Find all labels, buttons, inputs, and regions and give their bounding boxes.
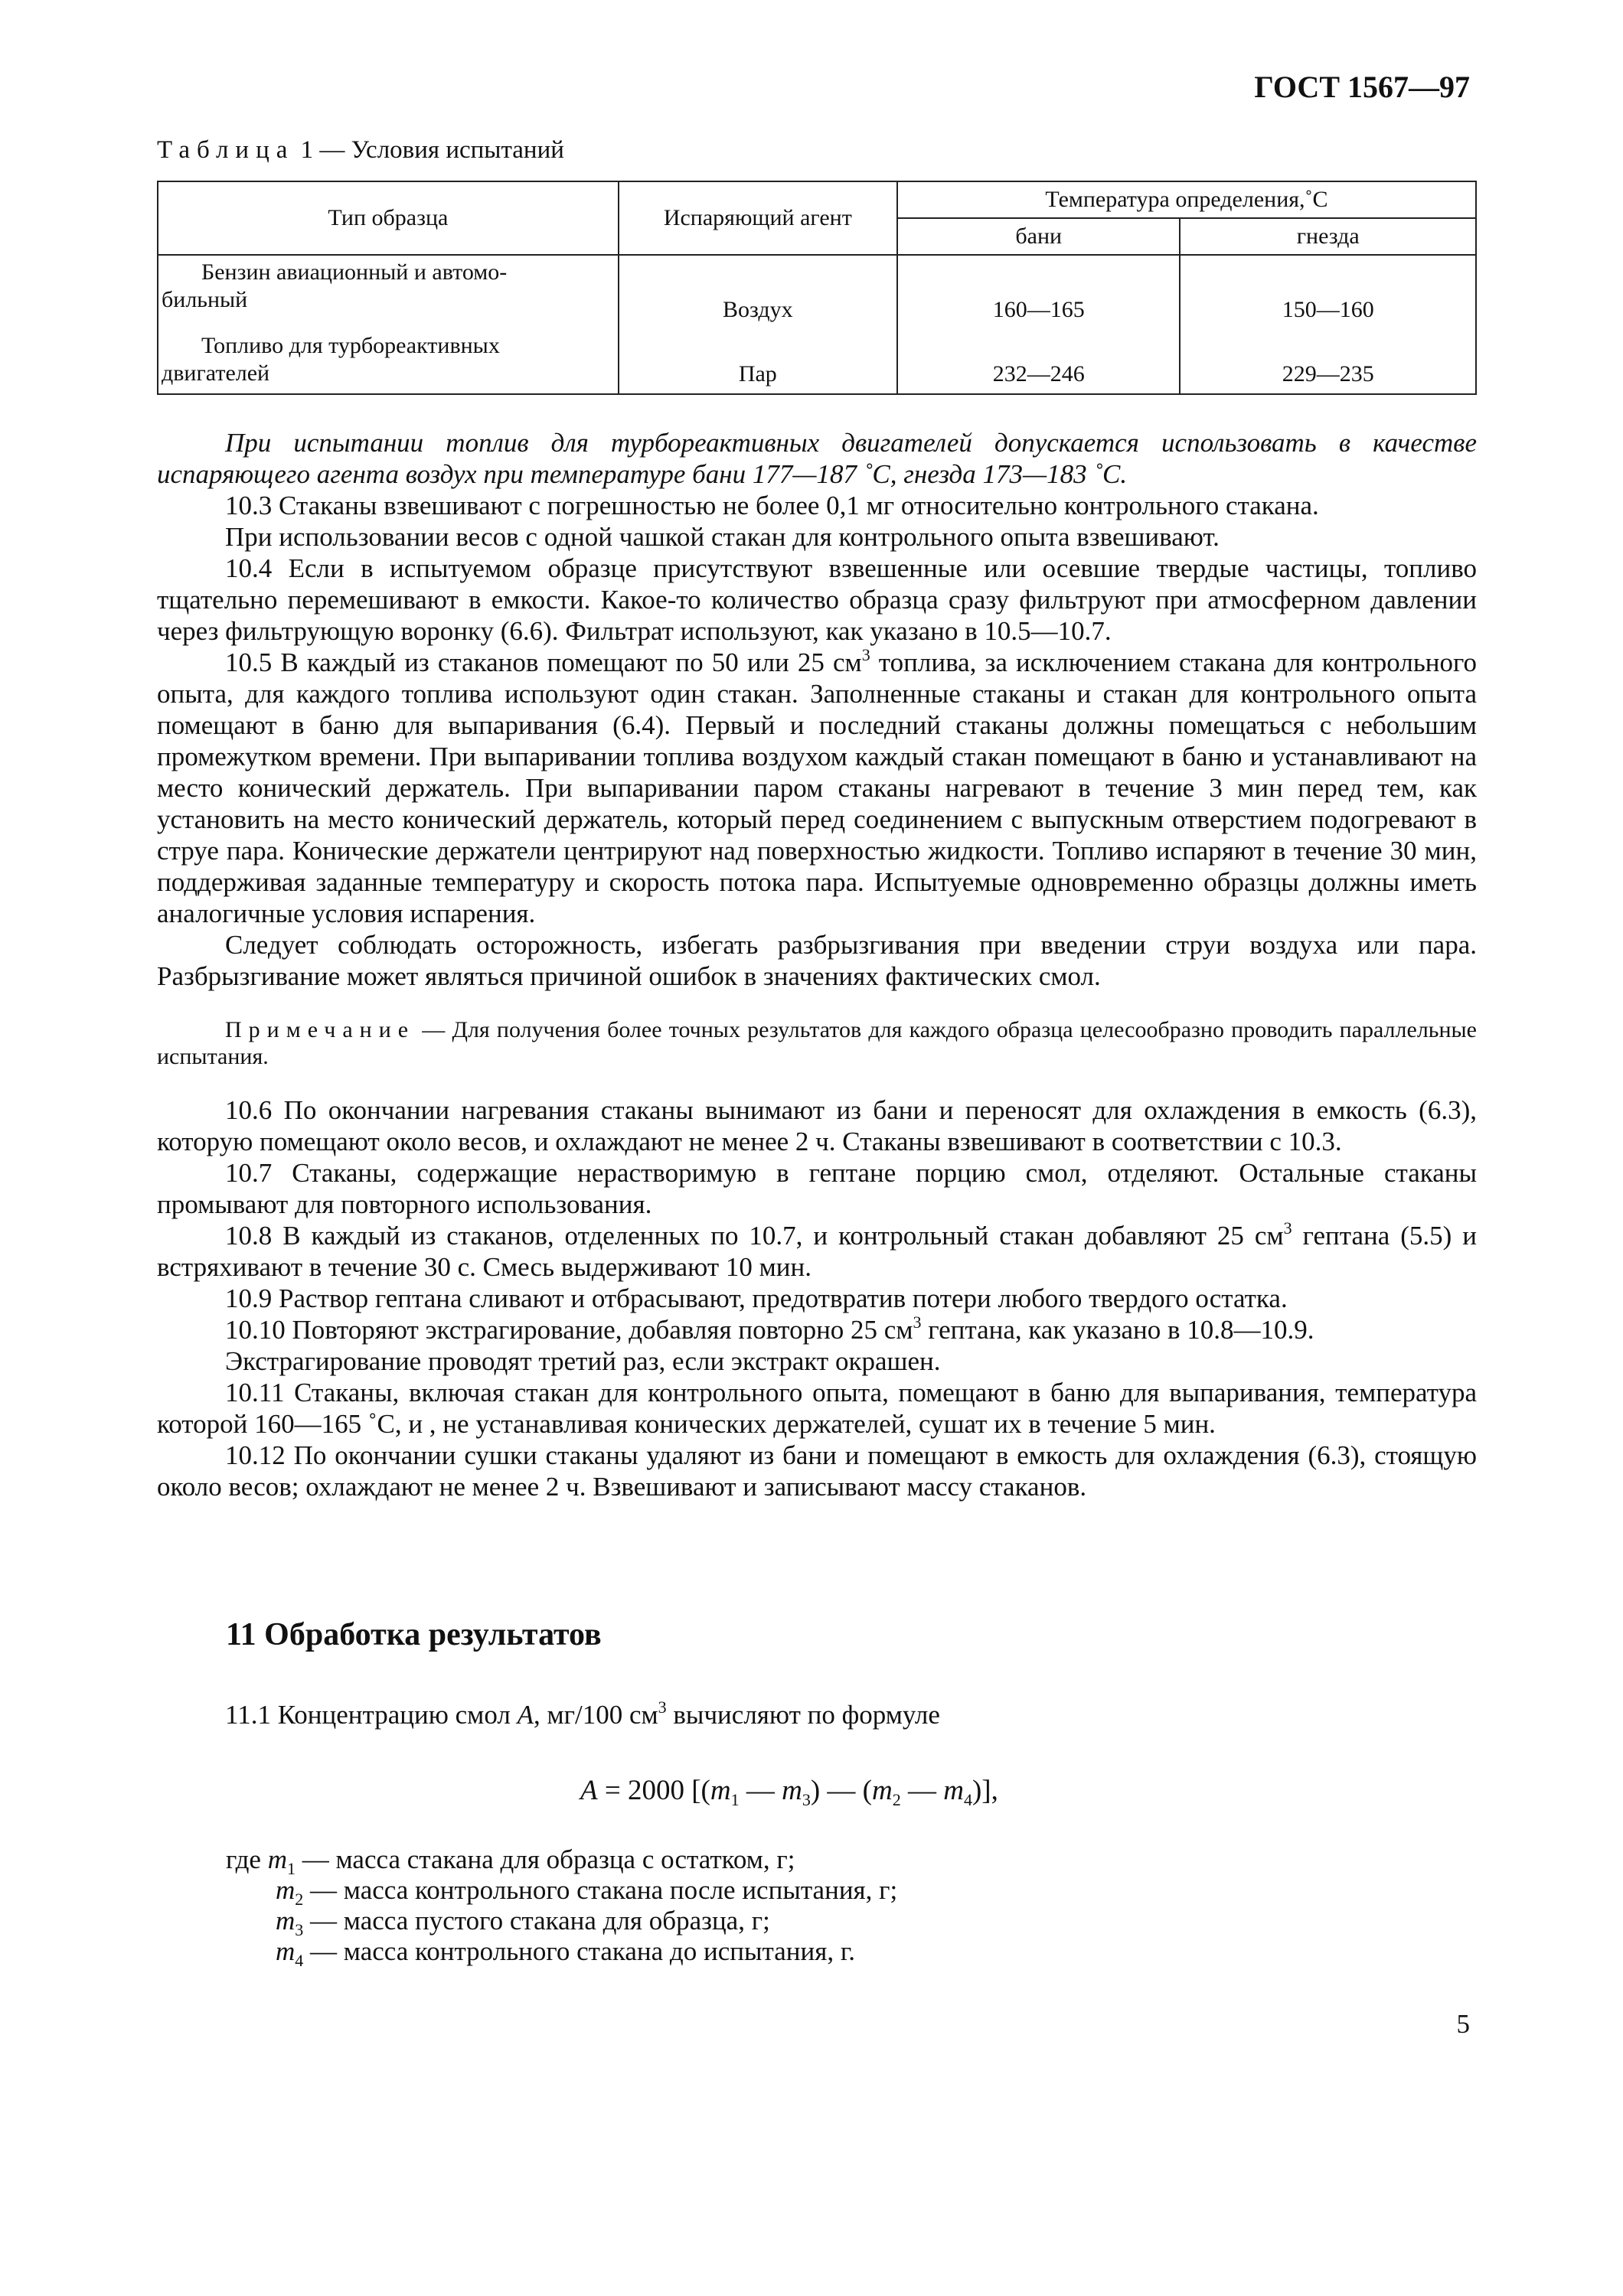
paragraph-10-12: 10.12 По окончании сушки стаканы удаляют из бани и помещают в емкость для охлаждения (6.3), стоящую около весов; охлаждают не менее 2 ч. Взвешивают и записывают массу стаканов. xyxy=(157,1440,1477,1502)
section-11-body xyxy=(157,1699,1477,1730)
paragraph-10-3b: При использовании весов с одной чашкой стакан для контрольного опыта взвешивают. xyxy=(225,522,1220,552)
note-word: Примечание xyxy=(225,1017,416,1042)
cell-bath: 232—246 xyxy=(897,329,1180,394)
paragraph-10-11: 10.11 Стаканы, включая стакан для контрольного опыта, помещают в баню для выпаривания, температура которой 160—165 ˚С, и , не устанавливая конических держателей, сушат их в течение 5 мин. xyxy=(157,1378,1477,1439)
paragraph-10-9: 10.9 Раствор гептана сливают и отбрасывают, предотвратив потери любого твердого остатка. xyxy=(225,1283,1288,1313)
formula: А = 2000 [($m_1$ — $m_3$) — ($m_2$ — $m_4$)], xyxy=(580,1775,998,1809)
cell-agent: Пар xyxy=(619,329,897,394)
body-text xyxy=(157,427,1477,1502)
italic-note: При испытании топлив для турбореактивных двигателей допускается использовать в качестве испаряющего агента воздух при температуре бани 177—187 ˚С, гнезда 173—183 ˚С. xyxy=(157,428,1477,489)
paragraph-11-1: 11.1 Концентрацию смол А, мг/100 $см^3$ вычисляют по формуле xyxy=(225,1698,940,1730)
header-socket: гнезда xyxy=(1180,218,1476,255)
table-row xyxy=(158,255,1476,329)
paragraph-caution: Следует соблюдать осторожность, избегать разбрызгивания при введении струи воздуха или пара. Разбрызгивание может являться причиной ошибок в значениях фактических смол. xyxy=(157,930,1477,991)
formula-legend xyxy=(226,1844,898,1970)
header-sample-type: Тип образца xyxy=(158,181,619,255)
legend-item: $m_2$ — масса контрольного стакана после испытания, г; xyxy=(276,1875,898,1909)
cell-socket: 150—160 xyxy=(1180,255,1476,329)
standard-header: ГОСТ 1567—97 xyxy=(1254,70,1470,104)
cell-sample-type: Бензин авиационный и автомо- бильный xyxy=(158,255,619,329)
paragraph-10-7: 10.7 Стаканы, содержащие нерастворимую в гептане порцию смол, отделяют. Остальные стаканы промывают для повторного использования. xyxy=(157,1158,1477,1219)
table-caption-word: Таблица xyxy=(157,136,295,164)
paragraph-10-10b: Экстрагирование проводят третий раз, если экстракт окрашен. xyxy=(225,1346,941,1376)
header-temperature: Температура определения,˚С xyxy=(897,181,1476,218)
paragraph-10-6: 10.6 По окончании нагревания стаканы вынимают из бани и переносят для охлаждения в емкость (6.3), которую помещают около весов, и охлаждают не менее 2 ч. Стаканы взвешивают в соответствии с 10.3. xyxy=(157,1095,1477,1156)
header-bath: бани xyxy=(897,218,1180,255)
header-agent: Испаряющий агент xyxy=(619,181,897,255)
cell-bath: 160—165 xyxy=(897,255,1180,329)
legend-item: $m_4$ — масса контрольного стакана до испытания, г. xyxy=(276,1936,855,1970)
paragraph-10-8: 10.8 В каждый из стаканов, отделенных по 10.7, и контрольный стакан добавляют 25 $см^3$ гептана (5.5) и встряхивают в течение 30 с. Смесь выдерживают 10 мин. xyxy=(157,1218,1477,1282)
paragraph-10-3: 10.3 Стаканы взвешивают с погрешностью не более 0,1 мг относительно контрольного стакана. xyxy=(225,491,1319,520)
conditions-table xyxy=(157,181,1477,395)
table-row xyxy=(158,329,1476,394)
paragraph-10-10: 10.10 Повторяют экстрагирование, добавляя повторно 25 $см^3$ гептана, как указано в 10.8—10.9. xyxy=(225,1313,1314,1345)
cell-agent: Воздух xyxy=(619,255,897,329)
legend-item: $m_3$ — масса пустого стакана для образца, г; xyxy=(276,1906,770,1939)
table-caption-rest: 1 — Условия испытаний xyxy=(294,136,564,164)
cell-sample-type: Топливо для турбореактивных двигателей xyxy=(158,329,619,394)
legend-item: где $m_1$ — масса стакана для образца с остатком, г; xyxy=(226,1844,795,1878)
table-caption xyxy=(157,136,564,165)
page-number: 5 xyxy=(1456,2009,1470,2039)
paragraph-10-4: 10.4 Если в испытуемом образце присутствуют взвешенные или осевшие твердые частицы, топливо тщательно перемешивают в емкости. Какое-то количество образца сразу фильтруют при атмосферном давлении через фильтрующую воронку (6.6). Фильтрат используют, как указано в 10.5—10.7. xyxy=(157,553,1477,646)
section-11-title: 11 Обработка результатов xyxy=(226,1617,602,1652)
cell-socket: 229—235 xyxy=(1180,329,1476,394)
note: Примечание — Для получения более точных результатов для каждого образца целесообразно проводить параллельные испытания. xyxy=(157,1017,1477,1069)
paragraph-10-5: 10.5 В каждый из стаканов помещают по 50 или 25 $см^3$ топлива, за исключением стакана для контрольного опыта, для каждого топлива используют один стакан. Заполненные стаканы и стакан для контрольного опыта помещают в баню для выпаривания (6.4). Первый и последний стаканы должны помещаться с небольшим промежутком времени. При выпаривании топлива воздухом каждый стакан помещают в баню и устанавливают на место конический держатель. При выпаривании паром стаканы нагревают в течение 3 мин перед тем, как установить на место конический держатель, который перед соединением с выпускным отверстием подогревают в струе пара. Конические держатели центрируют над поверхностью жидкости. Топливо испаряют в течение 30 мин, поддерживая заданные температуру и скорость потока пара. Испытуемые одновременно образцы должны иметь аналогичные условия испарения. xyxy=(157,645,1477,928)
